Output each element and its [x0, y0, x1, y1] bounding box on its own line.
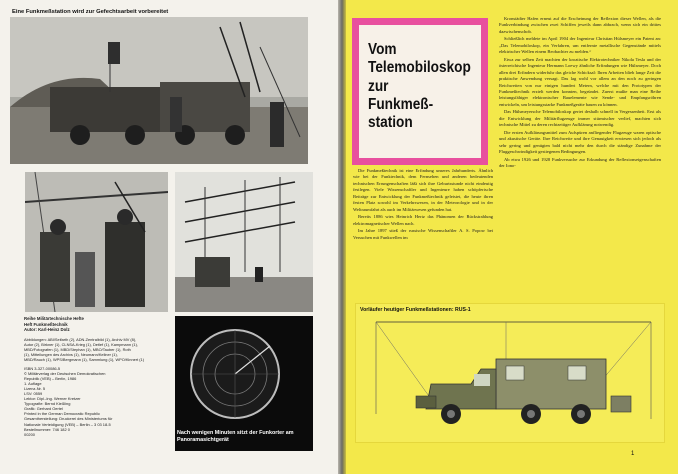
title-box-inner — [359, 25, 481, 158]
title-line: Telemobiloskop — [368, 59, 471, 77]
paragraph: Im Jahre 1897 stieß der russische Wissenschaftler A. S. Popow bei Versuchen mit Funkwellen im — [353, 228, 493, 240]
panorama-caption: Nach wenigen Minuten sitzt der Funkorter am Panoramasichtgerät — [177, 430, 294, 443]
series-title: Reihe Militärtechnische Hefte — [24, 316, 84, 321]
rus1-illustration — [355, 303, 665, 443]
text-column-left — [353, 168, 493, 300]
paragraph: Die Funkmeßtechnik ist eine Erfindung unseres Jahrhunderts. Ähnlich wie bei der Funktechnik, dem Fernsehen und anderen bedeutenden technischen Errungenschaften läßt sich ihre Geburtsstunde nicht eindeutig festlegen. Viele Wissenschaftler und Ingenieure haben schöpferische Beiträge zur Entwicklung der Funkmeßtechnik geleistet, die heute ihren festen Platz sowohl im Verkehrswesen, in der Meteorologie und in der Weltraumfahrt als auch im Militärwesen gefunden hat. — [353, 168, 493, 212]
imprint-line: Nationale Verteidigung (VEB) – Berlin – 3 03 18-5 — [24, 421, 111, 427]
imprint-line: Lektor: Dipl.-Ing. Werner Kretzer — [24, 396, 81, 402]
title-line: Vom — [368, 41, 397, 58]
paragraph: Das Hülsmeyersche Telemobiloskop geriet deshalb schnell in Vergessenheit. Erst als die Entwicklung der Militärflugzeuge immer stürmischer verlief, machten sich technische Mittel zu deren rechtzeitiger Aufklärung notwendig. — [499, 109, 661, 128]
photo-soldiers-antenna — [25, 172, 168, 312]
illustration-caption: Vorläufer heutiger Funkmeßstationen: RUS-1 — [360, 307, 471, 313]
imprint-line: Republik (VEB) – Berlin, 1986 — [24, 376, 77, 382]
top-photo-caption: Eine Funkmeßstation wird zur Gefechtsarbeit vorbereitet — [12, 9, 169, 15]
isbn: ISBN 3-327-00086-5 — [24, 366, 61, 371]
title-line: zur — [368, 77, 389, 95]
credits-block — [24, 337, 172, 362]
paragraph: Bereits 1886 wies Heinrich Hertz das Phänomen der Rückstrahlung elektromagnetischer Wellen nach. — [353, 214, 493, 226]
imprint-line: Typografie: Bernd Kießling — [24, 401, 71, 407]
credits-line: MBD/Rauch (1), WPS/Bergmann (1), Sammlung (1), WPO/Kinnert (1) — [24, 357, 144, 362]
subseries-title: Heft Funkmeßtechnik — [24, 321, 68, 327]
credits-line: (1), Mitteilungen des Archivs (1), Neumann/Kellner (1), — [24, 352, 118, 357]
chapter-title — [368, 41, 471, 132]
text-column-right — [499, 16, 661, 300]
photo-antenna-array — [175, 172, 313, 312]
page-number: 1 — [631, 451, 635, 457]
title-line: station — [368, 114, 413, 132]
paragraph: Schließlich meldete im April 1904 der Ingenieur Christian Hülsmeyer ein Patent an: „Das Telemobiloskop, ein Verfahren, um entfernte metallische Gegenstände mittels elektrischer Wellen einem Beobachter zu melden.“ — [499, 36, 661, 55]
credits-line: Autor (2), Birkner (1), CLNSA-Krieg (1), Detlef (1), Kampmann (1), — [24, 342, 138, 347]
paragraph: Kronstädter Hafen erneut auf die Erscheinung der Reflexion dieser Wellen, als die Funkverbindung zwischen zwei Schiffen jeweils dann abbrach, wenn sich ein drittes dazwischenschob. — [499, 16, 661, 34]
series-block — [24, 316, 170, 333]
imprint-block — [24, 366, 170, 437]
credits-line: Abbildungen: ABI/Seifarth (2), ADN-Zentralbild (1), Archiv MV (8), — [24, 337, 137, 342]
imprint-line: 1. Auflage — [24, 381, 42, 387]
imprint-line: Grafik: Gerhard Oertel — [24, 406, 63, 412]
title-box — [352, 18, 488, 165]
imprint-line: LSV: 0559 — [24, 391, 43, 397]
imprint-line: Gesamtherstellung: Druckerei des Ministeriums für — [24, 416, 113, 422]
imprint-line: © Militärverlag der Deutschen Demokratischen — [24, 371, 106, 377]
imprint-line: Printed in the German Democratic Republic — [24, 411, 100, 417]
book-gutter — [338, 0, 346, 474]
author-line: Autor: Karl-Heinz Dolz — [24, 327, 70, 332]
imprint-line: 00200 — [24, 431, 35, 437]
imprint-line: Lizenz-Nr. 5 — [24, 386, 46, 392]
paragraph: Etwa zur selben Zeit machten der kroatische Elektrotechniker Nikola Tesla und der österreichische Ingenieur Hermann Loewy ähnliche Erfindungen wie Hülsmeyer. Doch allen drei Erfindern widerfuhr das gleiche Schicksal: Ihren Arbeiten blieb lange Zeit die praktische Anwendung versagt. Das lag wohl vor allem an den noch zu geringen Reichweiten von nur einigen hundert Metern, welche mit den Prototypen der Funkmeßtechnik erzielt werden konnten, begründet. Zuerst mußte man eine Reihe leistungsfähiger elektronischer Bauelemente wie Sende- und Empfangsröhren entwickeln, um leistungsstarke Funkmeßgeräte bauen zu können. — [499, 56, 661, 107]
credits-line: MBD/Fotografen (1), MBD/Stephan (1), MBO/Tauber (1), Roth — [24, 347, 131, 352]
photo-radar-station-field — [10, 17, 308, 164]
paragraph: Die ersten Aufklärungsmittel zum Aufspüren anfliegender Flugzeuge waren optische und akustische Geräte. Ihre Reichweite und ihre Genauigkeit erwiesen sich jedoch als sehr gering und genügten bald nicht mehr den durch die ständige Zunahme der Fluggeschwindigkeit gestiegenen Bedingungen. — [499, 129, 661, 155]
imprint-line: Bestellnummer: 746 182 0 — [24, 426, 70, 432]
rus1-truck-drawing — [356, 304, 664, 442]
paragraph: Ab etwa 1926 und 1928 Funkversuche zur Erkundung der Reflexionseigenschaften der Iono- — [499, 156, 661, 168]
title-line: Funkmeß- — [368, 95, 434, 113]
